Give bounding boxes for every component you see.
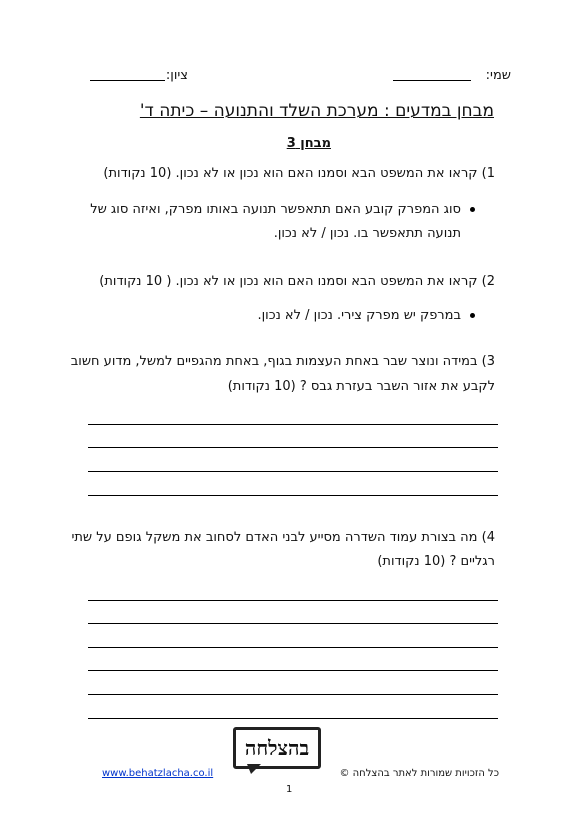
logo-text: בהצלחה xyxy=(244,735,310,760)
answer-line[interactable] xyxy=(88,447,498,448)
answer-line[interactable] xyxy=(88,600,498,601)
answer-line[interactable] xyxy=(88,670,498,671)
page-number: 1 xyxy=(286,784,293,795)
answer-line[interactable] xyxy=(88,424,498,425)
answer-line[interactable] xyxy=(88,694,498,695)
name-field[interactable] xyxy=(393,80,471,81)
answer-line[interactable] xyxy=(88,623,498,624)
question-2-statement: במרפק יש מפרק צירי. נכון / לא נכון. xyxy=(257,308,461,323)
website-link[interactable]: www.behatzlacha.co.il xyxy=(102,768,214,779)
site-logo xyxy=(233,727,321,769)
bullet-icon xyxy=(470,313,475,318)
answer-line[interactable] xyxy=(88,647,498,648)
bullet-icon xyxy=(470,207,475,212)
question-4-line2: רגליים ? (10 נקודות) xyxy=(377,554,495,569)
question-1-statement-line2: תנועה תתאפשר בו. נכון / לא נכון. xyxy=(273,226,461,241)
question-2-prompt: 2) קראו את המשפט הבא וסמנו האם הוא נכון או לא נכון. ( 10 נקודות) xyxy=(99,274,495,289)
logo-speech-tail xyxy=(247,764,261,774)
question-1-prompt: 1) קראו את המשפט הבא וסמנו האם הוא נכון או לא נכון. (10 נקודות) xyxy=(103,166,495,181)
test-subtitle: מבחן 3 xyxy=(286,136,331,151)
copyright-notice: כל הזכויות שמורות לאתר בהצלחה © xyxy=(339,768,499,779)
grade-label: ציון: xyxy=(165,68,188,83)
question-3-line1: 3) במידה ונוצר שבר באחת העצמות בגוף, באחת מהגפיים למשל, מדוע חשוב xyxy=(70,354,495,369)
page-title: מבחן במדעים : מערכת השלד והתנועה – כיתה ד' xyxy=(139,101,494,121)
question-1-statement-line1: סוג המפרק קובע האם תתאפשר תנועה באותו מפרק, ואיזה סוג של xyxy=(90,202,461,217)
answer-line[interactable] xyxy=(88,495,498,496)
grade-field[interactable] xyxy=(90,80,165,81)
answer-line[interactable] xyxy=(88,718,498,719)
question-4-line1: 4) מה בצורת עמוד השדרה מסייע לבני האדם לסחוב את משקל גופם על שתי xyxy=(71,530,495,545)
name-label: שמי: xyxy=(485,68,511,83)
answer-line[interactable] xyxy=(88,471,498,472)
question-3-line2: לקבע את אזור השבר בעזרת גבס ? (10 נקודות) xyxy=(227,379,495,394)
